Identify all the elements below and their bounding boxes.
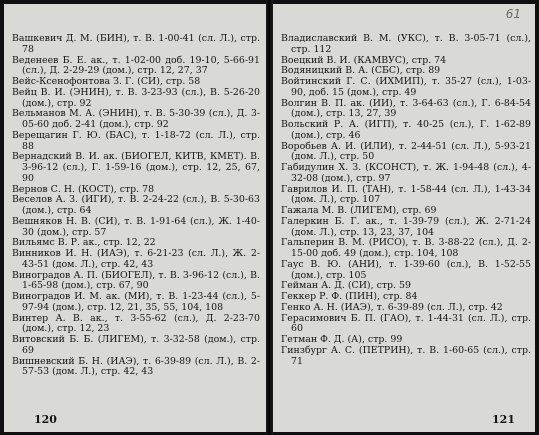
directory-entry: Герасимович Б. П. (ГАО), т. 1-44-31 (сл. Л.), стр. 60 bbox=[281, 312, 531, 335]
directory-entry: Вейц В. И. (ЭНИН), т. В. 3-23-93 (сл.), В. 5-26-20 (дом.), стр. 92 bbox=[12, 86, 260, 109]
directory-entry: Гетман Ф. Д. (А), стр. 99 bbox=[281, 334, 403, 345]
directory-entry: Витовский Б. Б. (ЛИГЕМ), т. 3-32-58 (дом.), стр. 69 bbox=[12, 334, 260, 356]
directory-entry: Гаус В. Ю. (АНИ), т. 1-39-60 (сл.), В. 1-52-55 (дом.), стр. 105 bbox=[281, 258, 531, 281]
directory-entry: Вельманов М. А. (ЭНИН), т. В. 5-30-39 (сл.), Д. 3-05-60 доб. 2-41 (дом.), стр. 92 bbox=[12, 108, 260, 130]
directory-entry: Виноградов А. П. (БИОГЕЛ), т. В. 3-96-12 (сл.), В. 1-65-98 (дом.), стр. 67, 90 bbox=[12, 269, 260, 292]
directory-entry: Воробьев А. И. (ИЛИ), т. 2-44-51 (сл. Л.), 5-93-21 (дом. Л.), стр. 50 bbox=[281, 140, 531, 163]
directory-entry: Воецкий В. И. (КАМВУС), стр. 74 bbox=[281, 54, 447, 66]
directory-entry: Винников И. Н. (ИАЭ), т. 6-21-23 (сл. Л.), Ж. 2-43-51 (дом. Л.), стр. 42, 43 bbox=[12, 248, 260, 270]
directory-entry: Гальперин В. М. (РИСО), т. В. 3-88-22 (сл.), Д. 2-15-00 доб. 49 (дом.), стр. 104, 108 bbox=[281, 237, 531, 259]
directory-entry: Вашкевич Д. М. (БИН), т. В. 1-00-41 (сл. Л.), стр. 78 bbox=[12, 33, 260, 55]
directory-entry: Галеркин Б. Г. ак., т. 1-39-79 (сл.), Ж. 2-71-24 (дом. Л.), стр. 13, 23, 37, 104 bbox=[281, 215, 531, 238]
directory-entry: Войтинский Г. С. (ИХМИП), т. 35-27 (сл.), 1-03-90, доб. 15 (дом.), стр. 49 bbox=[281, 76, 531, 98]
directory-entry: Гинзбург А. С. (ПЕТРИН), т. В. 1-60-65 (сл.), стр. 71 bbox=[281, 344, 531, 367]
directory-entry: Веселов А. З. (ИГИ), т. В. 2-24-22 (сл.), В. 5-30-63 (дом.), стр. 64 bbox=[12, 194, 260, 216]
directory-entry: Веденеев Б. Е. ак., т. 1-02-00 доб. 19-10, 5-66-91 (сл.), Д. 2-29-29 (дом.), стр. 12, 27, 37 bbox=[12, 54, 260, 77]
directory-entry: Вейс-Ксенофонтова З. Г. (СИ), стр. 58 bbox=[12, 76, 201, 87]
directory-entry: Винтер А. В. ак., т. 3-55-62 (сл.), Д. 2-23-70 (дом.), стр. 12, 23 bbox=[12, 312, 260, 335]
directory-entry: Водяницкий В. А. (СБС), стр. 89 bbox=[281, 65, 441, 77]
directory-entry: Габидулин Х. З. (КСОНСТ), т. Ж. 1-94-48 (сл.), 4-32-08 (дом.), стр. 97 bbox=[281, 162, 531, 184]
handwritten-page-mark: 61 bbox=[505, 7, 521, 21]
directory-entry: Гейман А. Д. (СИ), стр. 59 bbox=[281, 280, 411, 292]
page-number: 121 bbox=[492, 413, 515, 426]
directory-entry: Геккер Р. Ф. (ПИН), стр. 84 bbox=[281, 291, 418, 302]
directory-entry: Волгин В. П. ак. (ИИ), т. 3-64-63 (сл.), Г. 6-84-54 (дом.), стр. 13, 27, 39 bbox=[281, 97, 531, 120]
directory-entry: Вольский Р. А. (ИГП), т. 40-25 (сл.), Г. 1-62-89 (дом.), стр. 46 bbox=[281, 119, 531, 141]
directory-entry: Вильямс В. Р. ак., стр. 12, 22 bbox=[12, 237, 156, 249]
directory-entry: Виноградов И. М. ак. (МИ), т. В. 1-23-44 (сл.), 5-97-94 (дом.), стр. 12, 21, 35, 55, 104, 108 bbox=[12, 291, 260, 313]
left-entry-list bbox=[12, 34, 260, 378]
page-number: 120 bbox=[34, 413, 57, 426]
directory-entry: Верещагин Г. Ю. (БАС), т. 1-18-72 (сл. Л.), стр. 88 bbox=[12, 129, 260, 152]
directory-entry: Генко А. Н. (ИАЭ), т. 6-39-89 (сл. Л.), стр. 42 bbox=[281, 301, 503, 313]
book-gutter bbox=[266, 0, 273, 435]
directory-entry: Гажала М. В. (ЛИГЕМ), стр. 69 bbox=[281, 205, 437, 216]
right-page bbox=[273, 4, 535, 432]
right-entry-list bbox=[281, 34, 531, 367]
directory-entry: Вишневский Б. Н. (ИАЭ), т. 6-39-89 (сл. Л.), В. 2-57-53 (дом. Л.), стр. 42, 43 bbox=[12, 355, 260, 378]
directory-entry: Вернов С. Н. (КОСТ), стр. 78 bbox=[12, 183, 155, 195]
directory-entry: Вернадский В. И. ак. (БИОГЕЛ, КИТВ, КМЕТ). В. 3-96-12 (сл.), Г. 1-59-16 (дом.), стр. 12, 25, 67, 90 bbox=[12, 151, 260, 184]
left-page bbox=[4, 4, 267, 432]
directory-entry: Вешняков Н. В. (СИ), т. В. 1-91-64 (сл.), Ж. 1-40-30 (дом.), стр. 57 bbox=[12, 215, 260, 238]
directory-entry: Гаврилов И. П. (ТАН), т. 1-58-44 (сл. Л.), 1-43-34 (дом. Л.), стр. 107 bbox=[281, 183, 531, 206]
directory-entry: Владиславский В. М. (УКС), т. В. 3-05-71 (сл.), стр. 112 bbox=[281, 33, 531, 55]
